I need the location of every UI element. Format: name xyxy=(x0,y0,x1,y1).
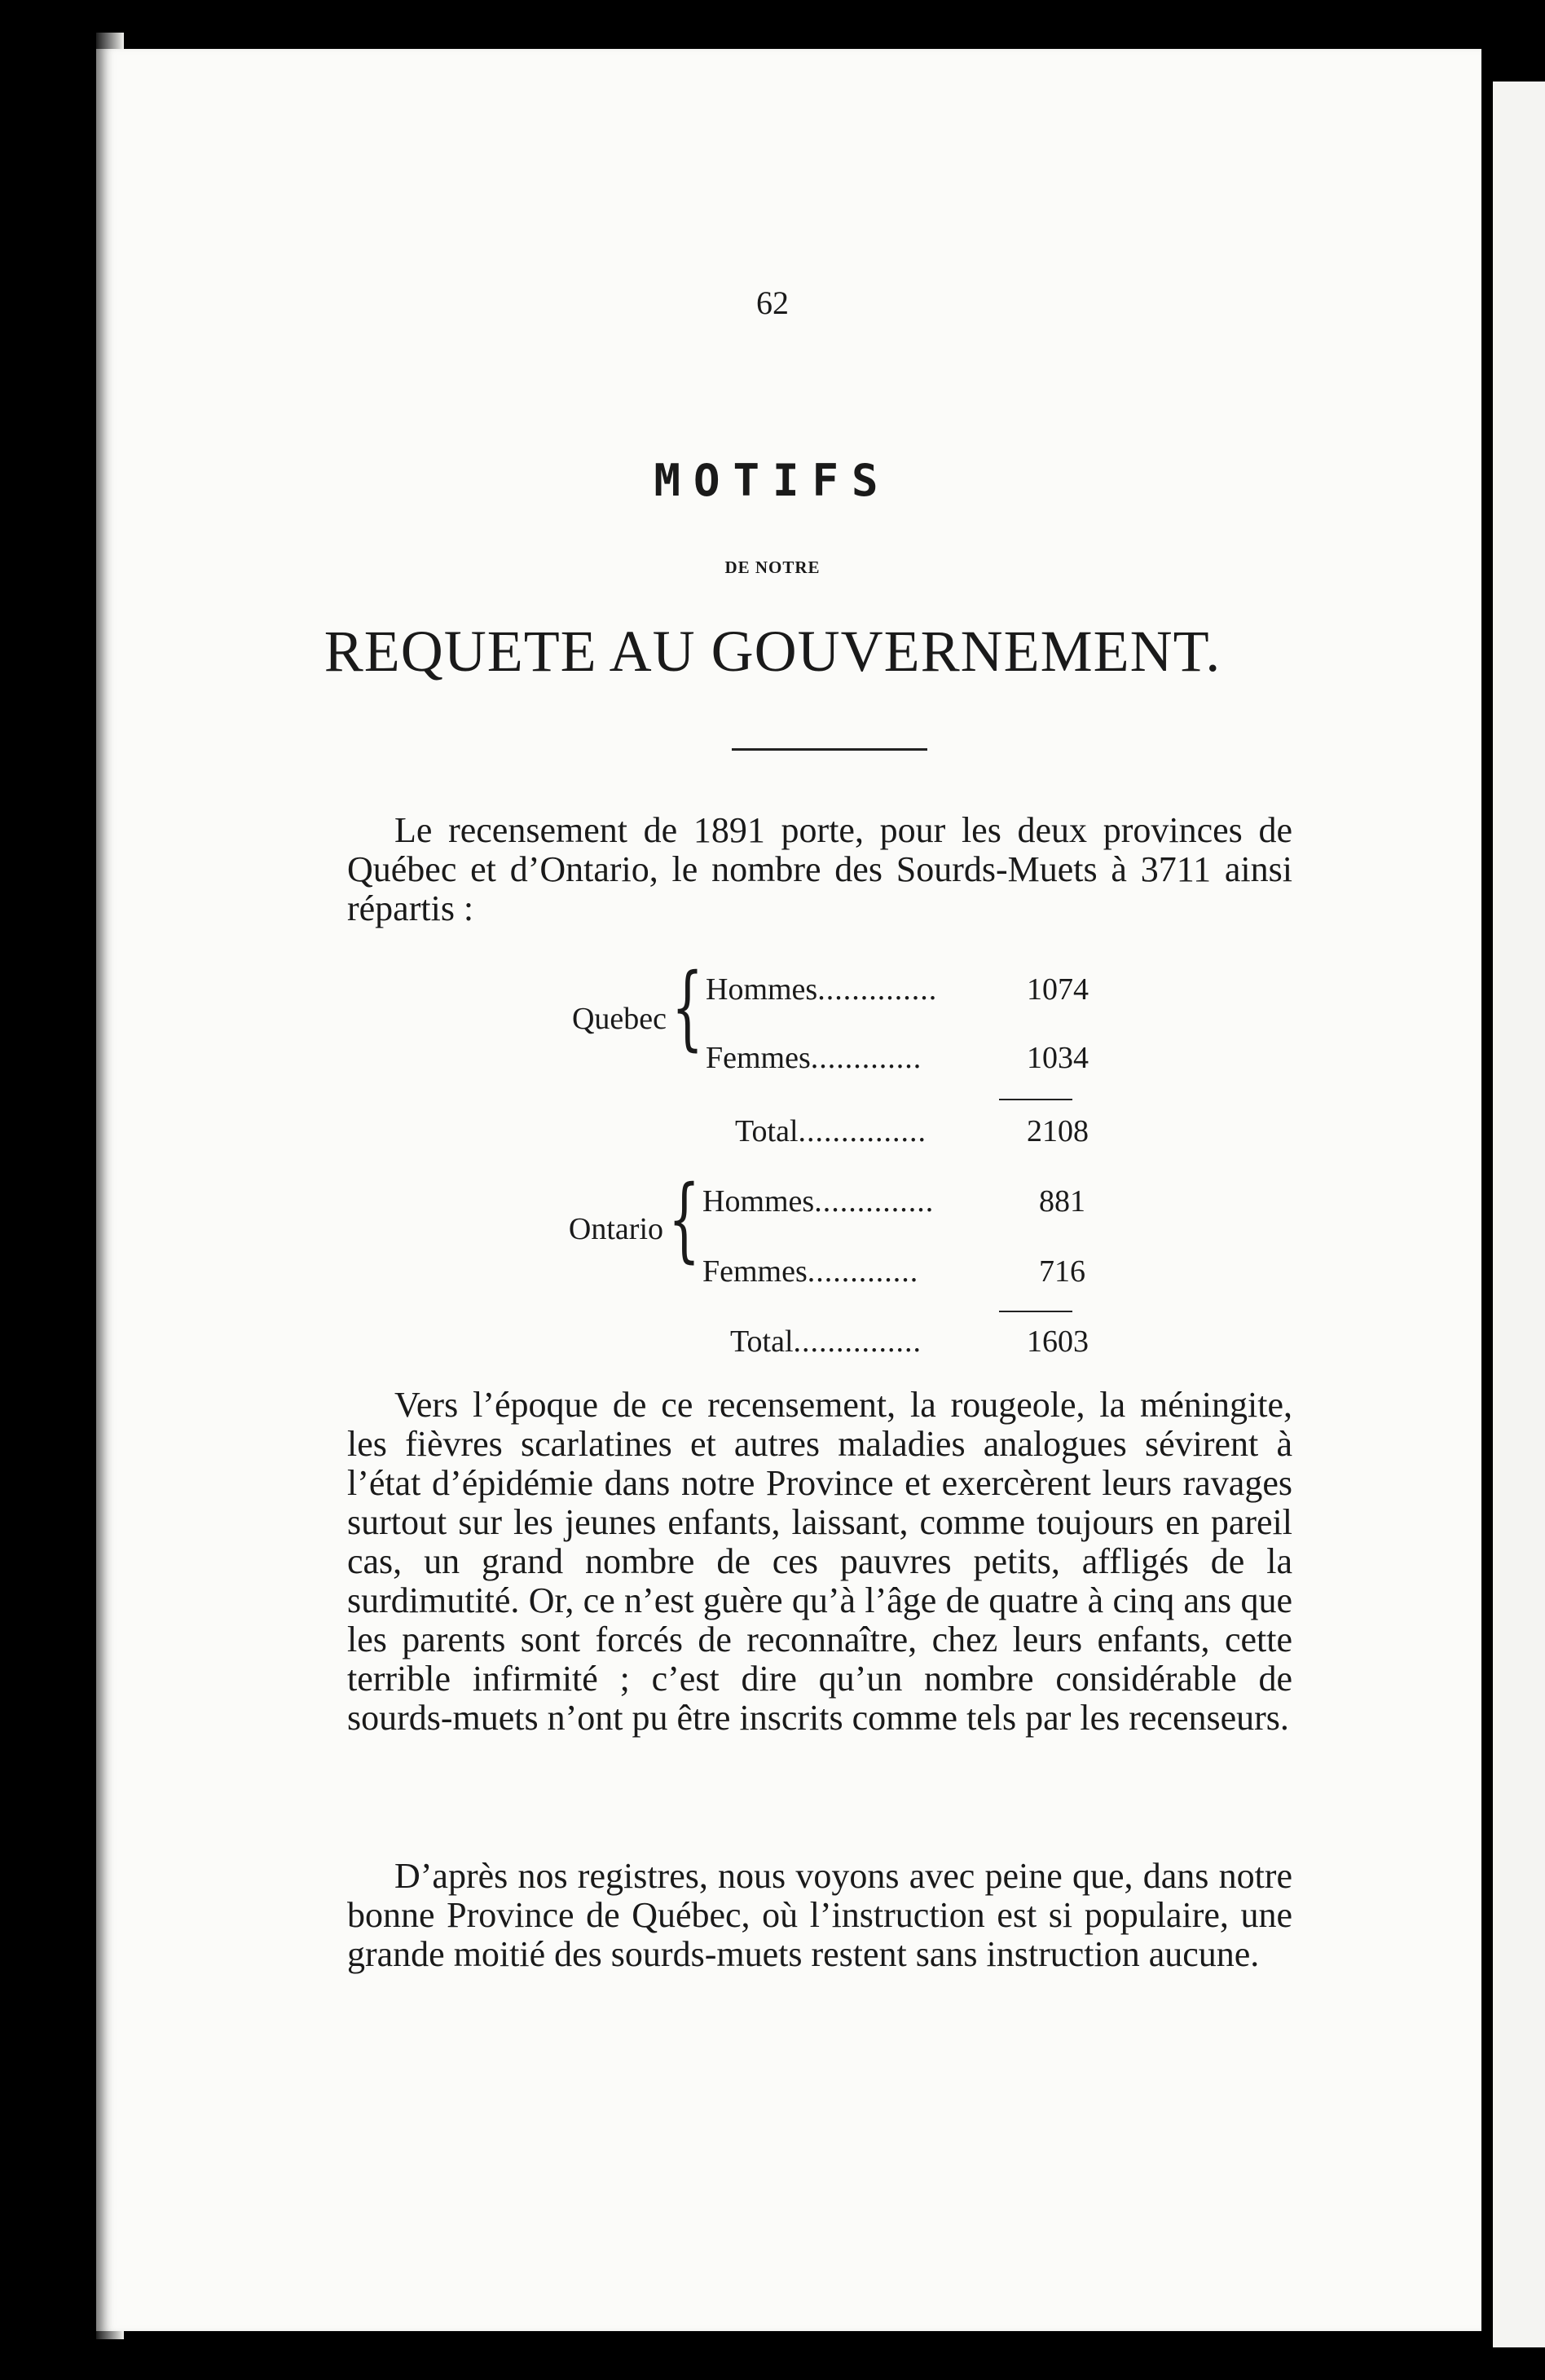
leader-dots: ............... xyxy=(793,1324,922,1359)
paragraph-intro: Le recensement de 1891 porte, pour les deux provinces de Québec et d’Ontario, le nombre des Sourds-Muets à 3711 ainsi répartis : xyxy=(347,810,1292,928)
row-value: 1074 xyxy=(1027,972,1089,1007)
row-label: Femmes xyxy=(706,1041,811,1075)
row-quebec-hommes xyxy=(706,972,1089,1007)
leader-dots: ............. xyxy=(810,1041,922,1075)
row-ontario-femmes xyxy=(702,1254,1085,1289)
heading-motifs: MOTIFS xyxy=(654,455,891,506)
adjacent-page-edge xyxy=(1493,82,1545,2347)
sum-rule-ontario xyxy=(999,1311,1072,1312)
leader-dots: .............. xyxy=(814,1184,935,1219)
paragraph-epidemic: Vers l’époque de ce recensement, la rougeole, la méningite, les fièvres scarlatines et autres maladies analogues sévirent à l’état d’épidémie dans notre Province et exercèrent leurs ravages surtout sur les jeunes enfants, laissant, comme toujours en pareil cas, un grand nombre de ces pauvres petits, affligés de la surdimutité. Or, ce n’est guère qu’à l’âge de quatre à cinq ans que les parents sont forcés de reconnaître, chez leurs enfants, cette terrible infirmité ; c’est dire qu’un nombre considérable de sourds-muets n’ont pu être inscrits comme tels par les recenseurs. xyxy=(347,1385,1292,1738)
page-number: 62 xyxy=(756,284,789,321)
row-value: 1603 xyxy=(1027,1324,1089,1359)
brace-quebec: { xyxy=(671,954,704,1060)
row-label: Total xyxy=(730,1324,794,1359)
heading-de-notre: DE NOTRE xyxy=(724,558,821,577)
paragraph-registres: D’après nos registres, nous voyons avec peine que, dans notre bonne Province de Québec, où l’instruction est si populaire, une grande moitié des sourds-muets restent sans instruction aucune. xyxy=(347,1856,1292,1974)
brace-ontario: { xyxy=(668,1166,701,1272)
row-value: 881 xyxy=(1039,1184,1085,1219)
row-ontario-total xyxy=(730,1324,1089,1360)
title-rule xyxy=(732,748,927,751)
row-value: 1034 xyxy=(1027,1041,1089,1075)
leader-dots: ............... xyxy=(798,1114,927,1148)
province-label-quebec: Quebec xyxy=(571,1002,667,1036)
row-ontario-hommes xyxy=(702,1183,1085,1219)
row-label: Hommes xyxy=(706,972,818,1007)
row-value: 716 xyxy=(1039,1254,1085,1289)
row-value: 2108 xyxy=(1027,1114,1089,1148)
page-title: REQUETE AU GOUVERNEMENT. xyxy=(324,619,1221,684)
row-quebec-femmes xyxy=(706,1040,1089,1076)
row-label: Femmes xyxy=(702,1254,808,1289)
row-quebec-total xyxy=(735,1113,1089,1149)
row-label: Hommes xyxy=(702,1184,815,1219)
row-label: Total xyxy=(735,1114,799,1148)
sum-rule-quebec xyxy=(999,1099,1072,1100)
leader-dots: .............. xyxy=(817,972,938,1007)
province-label-ontario: Ontario xyxy=(568,1212,663,1246)
leader-dots: ............. xyxy=(807,1254,919,1289)
